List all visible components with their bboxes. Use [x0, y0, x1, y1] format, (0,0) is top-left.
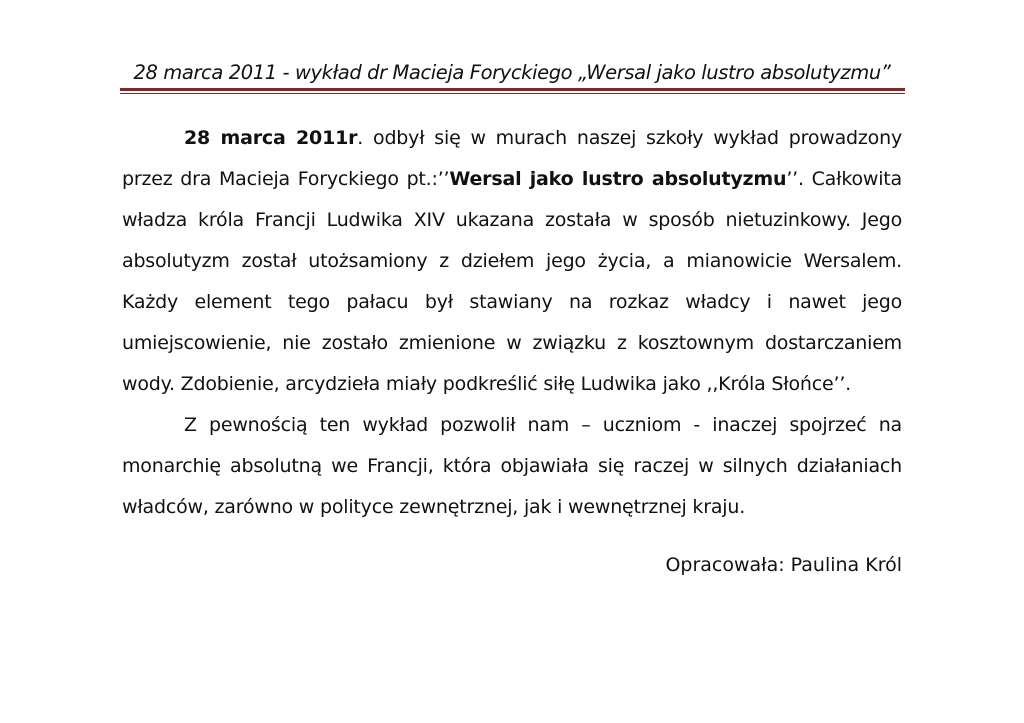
- author-signature: Opracowała: Paulina Król: [665, 554, 902, 576]
- paragraph-2: Z pewnością ten wykład pozwolił nam – uczniom - inaczej spojrzeć na monarchię absolutną we Francji, która objawiała się raczej w silnych działaniach władców, zarówno w polityce zewnętrznej, jak i wewnętrznej kraju.: [122, 414, 902, 518]
- lecture-title: Wersal jako lustro absolutyzmu: [449, 168, 787, 190]
- paragraph-1: [122, 118, 902, 405]
- paragraph-1-text-a: . odbył się w murach naszej szkoły wykład prowadzony przez dra Macieja Foryckiego pt.:’’: [122, 127, 902, 190]
- article-date: 28 marca 2011r: [184, 127, 358, 149]
- page-header-title: 28 marca 2011 - wykład dr Macieja Foryckiego „Wersal jako lustro absolutyzmu”: [133, 61, 891, 84]
- header-rule-thick: [120, 88, 905, 91]
- header-rule-thin: [120, 93, 905, 94]
- article-body: [122, 118, 902, 528]
- paragraph-1-text-b: ’’. Całkowita władza króla Francji Ludwika XIV ukazana została w sposób nietuzinkowy. Jego absolutyzm został utożsamiony z dziełem jego życia, a mianowicie Wersalem. Każdy element tego pałacu był stawiany na rozkaz władcy i nawet jego umiejscowienie, nie zostało zmienione w związku z kosztownym dostarczaniem wody. Zdobienie, arcydzieła miały podkreślić siłę Ludwika jako ,,Króla Słońce’’.: [122, 168, 902, 395]
